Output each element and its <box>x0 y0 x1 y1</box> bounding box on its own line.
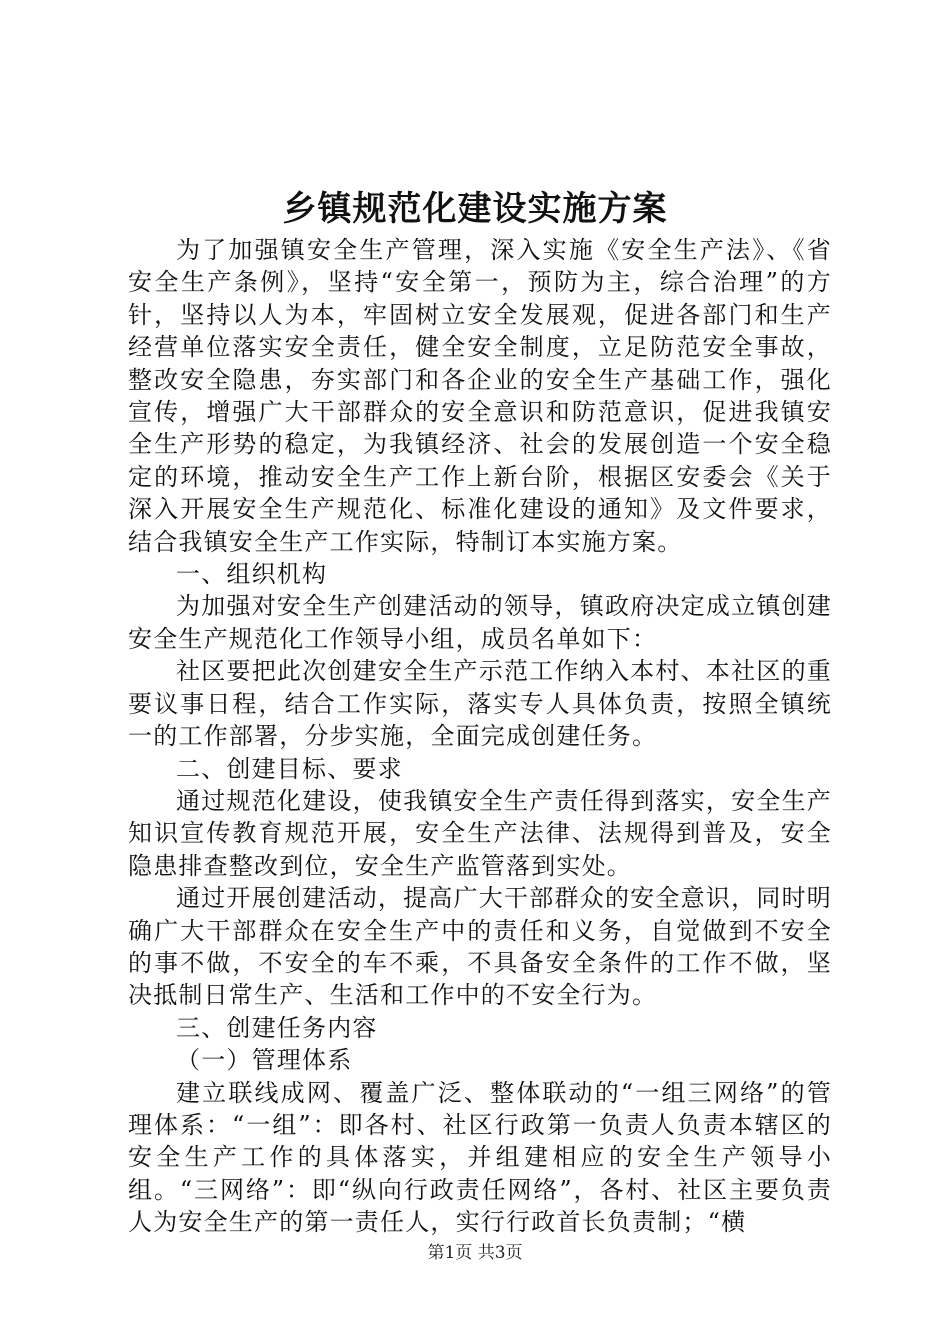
page-footer: 第1页 共3页 <box>427 1243 523 1263</box>
paragraph-goals-1: 通过规范化建设，使我镇安全生产责任得到落实，安全生产知识宣传教育规范开展，安全生产法律、法规得到普及，安全隐患排查整改到位，安全生产监管落到实处。 <box>128 786 832 880</box>
section-heading-tasks: 三、创建任务内容 <box>176 1013 378 1042</box>
document-body <box>128 234 832 1239</box>
section-heading-organization: 一、组织机构 <box>176 560 328 589</box>
paragraph-organization: 为加强对安全生产创建活动的领导，镇政府决定成立镇创建安全生产规范化工作领导小组，成员名单如下： <box>128 592 832 653</box>
paragraph-community: 社区要把此次创建安全生产示范工作纳入本村、本社区的重要议事日程，结合工作实际，落实专人具体负责，按照全镇统一的工作部署，分步实施，全面完成创建任务。 <box>128 657 832 751</box>
paragraph-management: 建立联线成网、覆盖广泛、整体联动的“一组三网络”的管理体系：“一组”：即各村、社区行政第一负责人负责本辖区的安全生产工作的具体落实，并组建相应的安全生产领导小组。“三网络”：即“纵向行政责任网络”，各村、社区主要负责人为安全生产的第一责任人，实行行政首长负责制；“横 <box>128 1078 832 1237</box>
section-heading-goals: 二、创建目标、要求 <box>176 754 403 783</box>
paragraph-intro: 为了加强镇安全生产管理，深入实施《安全生产法》、《省安全生产条例》，坚持“安全第一，预防为主，综合治理”的方针，坚持以人为本，牢固树立安全发展观，促进各部门和生产经营单位落实安全责任，健全安全制度，立足防范安全事故，整改安全隐患，夯实部门和各企业的安全生产基础工作，强化宣传，增强广大干部群众的安全意识和防范意识，促进我镇安全生产形势的稳定，为我镇经济、社会的发展创造一个安全稳定的环境，推动安全生产工作上新台阶，根据区安委会《关于深入开展安全生产规范化、标准化建设的通知》及文件要求，结合我镇安全生产工作实际，特制订本实施方案。 <box>128 236 832 556</box>
paragraph-goals-2: 通过开展创建活动，提高广大干部群众的安全意识，同时明确广大干部群众在安全生产中的责任和义务，自觉做到不安全的事不做，不安全的车不乘，不具备安全条件的工作不做，坚决抵制日常生产、生活和工作中的不安全行为。 <box>128 884 832 1010</box>
document-title: 乡镇规范化建设实施方案 <box>282 189 668 229</box>
subsection-heading-management: （一）管理体系 <box>176 1046 353 1075</box>
